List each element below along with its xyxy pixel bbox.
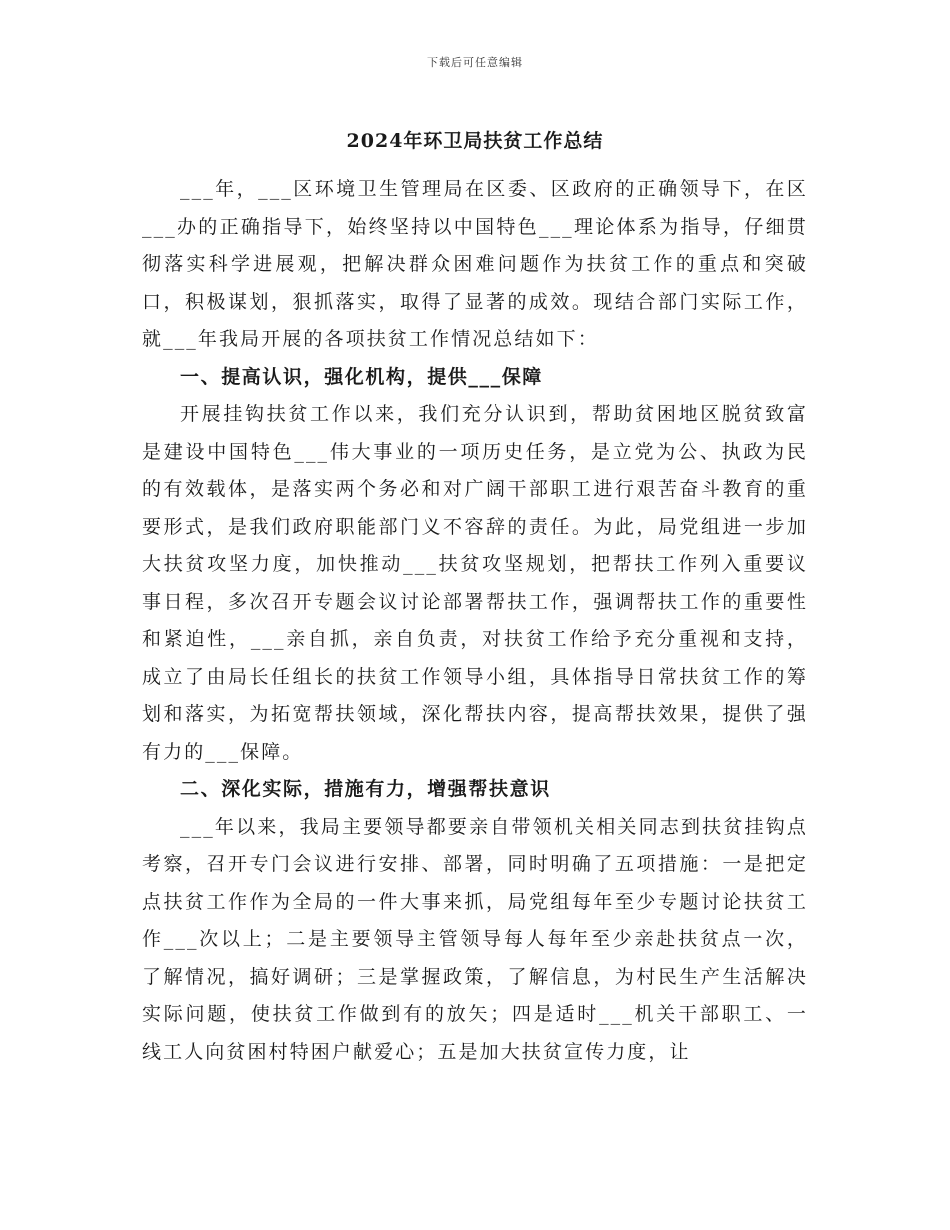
- section-1-paragraph: 开展挂钩扶贫工作以来，我们充分认识到，帮助贫困地区脱贫致富是建设中国特色___伟大事业的一项历史任务，是立党为公、执政为民的有效载体，是落实两个务必和对广阔干部职工进行艰苦奋斗教育的重要形式，是我们政府职能部门义不容辞的责任。为此，局党组进一步加大扶贫攻坚力度，加快推动___扶贫攻坚规划，把帮扶工作列入重要议事日程，多次召开专题会议讨论部署帮扶工作，强调帮扶工作的重要性和紧迫性，___亲自抓，亲自负责，对扶贫工作给予充分重视和支持，成立了由局长任组长的扶贫工作领导小组，具体指导日常扶贫工作的筹划和落实，为拓宽帮扶领域，深化帮扶内容，提高帮扶效果，提供了强有力的___保障。: [142, 403, 808, 763]
- section-2-paragraph: ___年以来，我局主要领导都要亲自带领机关相关同志到扶贫挂钩点考察，召开专门会议进行安排、部署，同时明确了五项措施：一是把定点扶贫工作作为全局的一件大事来抓，局党组每年至少专题讨论扶贫工作___次以上；二是主要领导主管领导每人每年至少亲赴扶贫点一次，了解情况，搞好调研；三是掌握政策，了解信息，为村民生产生活解决实际问题，使扶贫工作做到有的放矢；四是适时___机关干部职工、一线工人向贫困村特困户献爱心；五是加大扶贫宣传力度，让: [142, 815, 808, 1063]
- intro-paragraph: ___年，___区环境卫生管理局在区委、区政府的正确领导下，在区___办的正确指导下，始终坚持以中国特色___理论体系为指导，仔细贯彻落实科学进展观，把解决群众困难问题作为扶贫工作的重点和突破口，积极谋划，狠抓落实，取得了显著的成效。现结合部门实际工作，就___年我局开展的各项扶贫工作情况总结如下：: [142, 178, 808, 350]
- section-heading-2: 二、深化实际，措施有力，增强帮扶意识: [180, 778, 551, 800]
- header-note: 下载后可任意编辑: [427, 56, 523, 69]
- section-heading-1: 一、提高认识，强化机构，提供___保障: [180, 365, 543, 388]
- document-body: [142, 171, 808, 1071]
- document-title: 2024年环卫局扶贫工作总结: [346, 130, 604, 152]
